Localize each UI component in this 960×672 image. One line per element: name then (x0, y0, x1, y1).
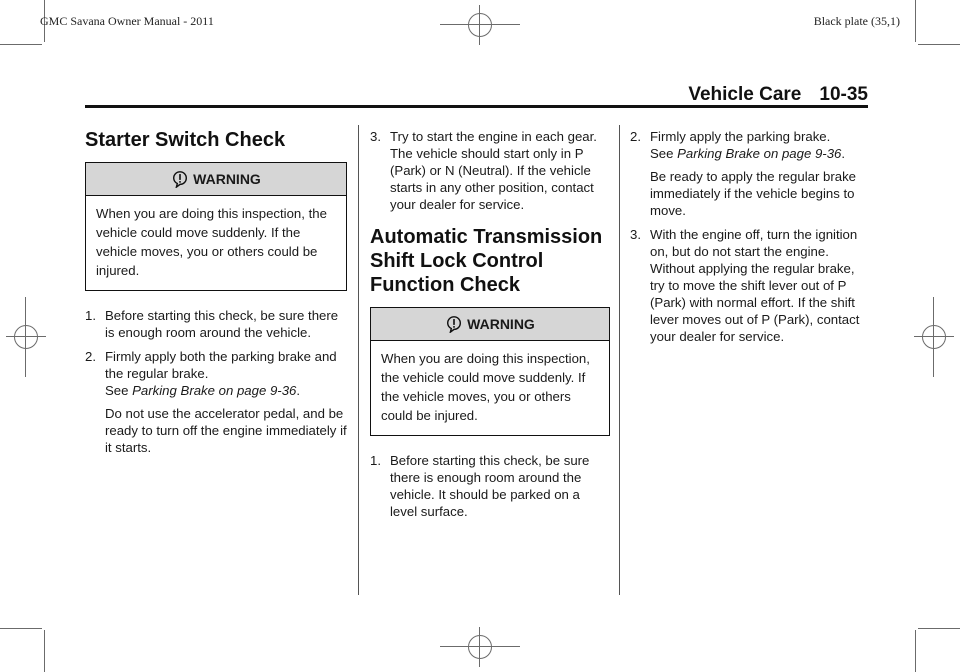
registration-crosshair-icon (460, 627, 500, 667)
step-extra-text: Be ready to apply the regular brake immediately if the vehicle begins to move. (650, 169, 856, 218)
warning-text: When you are doing this inspection, the vehicle could move suddenly. If the vehicle moves, you or others could be injured. (381, 351, 590, 423)
see-label: See (105, 383, 129, 398)
plate-label-left: GMC Savana Owner Manual - 2011 (40, 14, 214, 28)
section-heading: Starter Switch Check (85, 129, 286, 151)
trim-mark (44, 630, 45, 672)
section-title: Vehicle Care (688, 84, 802, 105)
step-extra-text: Do not use the accelerator pedal, and be ready to turn off the engine immediately if it starts. (105, 406, 347, 455)
section-heading: Automatic Transmission Shift Lock Control Function Check (370, 226, 603, 296)
step-text: Before starting this check, be sure there is enough room around the vehicle. (105, 308, 339, 340)
step-text: Firmly apply both the parking brake and the regular brake. (105, 349, 337, 381)
cross-reference-link[interactable]: Parking Brake on page 9-36 (677, 146, 842, 161)
trim-mark (25, 297, 26, 377)
column-2 (370, 128, 610, 527)
column-divider (358, 125, 359, 595)
warning-icon (171, 170, 189, 188)
warning-box (85, 162, 347, 291)
step-number: 1. (85, 308, 96, 323)
warning-label: WARNING (193, 171, 261, 187)
step-number: 3. (630, 227, 641, 242)
column-3 (630, 128, 870, 352)
step-number: 3. (370, 129, 381, 144)
column-divider (619, 125, 620, 595)
step-number: 1. (370, 453, 381, 468)
step-text: Try to start the engine in each gear. The vehicle should start only in P (Park) or N (Neutral). If the vehicle starts in any other position, contact your dealer for service. (390, 129, 597, 212)
trim-mark (0, 44, 42, 45)
header-rule (85, 105, 868, 108)
list-item (630, 128, 870, 219)
trim-mark (440, 646, 520, 647)
warning-header (371, 308, 609, 341)
warning-icon (445, 315, 463, 333)
cross-reference-link[interactable]: Parking Brake on page 9-36 (132, 383, 297, 398)
list-item (85, 348, 347, 456)
see-label: See (650, 146, 674, 161)
ref-punct: . (841, 146, 846, 161)
warning-label: WARNING (467, 316, 535, 332)
trim-mark (915, 630, 916, 672)
list-item (630, 226, 870, 345)
trim-mark (918, 628, 960, 629)
column-1 (85, 128, 347, 463)
plate-label-right: Black plate (35,1) (813, 14, 900, 28)
trim-mark (915, 0, 916, 42)
list-item (85, 307, 347, 341)
ref-punct: . (296, 383, 301, 398)
registration-crosshair-icon (6, 317, 46, 357)
step-number: 2. (85, 349, 96, 364)
list-item (370, 128, 610, 213)
trim-mark (933, 297, 934, 377)
warning-header (86, 163, 346, 196)
warning-text: When you are doing this inspection, the vehicle could move suddenly. If the vehicle moves, you or others could be injured. (96, 206, 327, 278)
step-text: Before starting this check, be sure there is enough room around the vehicle. It should be parked on a level surface. (390, 453, 590, 519)
registration-crosshair-icon (460, 5, 500, 45)
running-head (688, 84, 868, 106)
step-text: Firmly apply the parking brake. (650, 129, 831, 144)
trim-mark (440, 24, 520, 25)
warning-box (370, 307, 610, 436)
page-number: 10-35 (819, 84, 868, 105)
trim-mark (0, 628, 42, 629)
step-number: 2. (630, 129, 641, 144)
list-item (370, 452, 610, 520)
trim-mark (918, 44, 960, 45)
registration-crosshair-icon (914, 317, 954, 357)
step-text: With the engine off, turn the ignition on, but do not start the engine. Without applying the regular brake, try to move the shift lever out of P (Park) with normal effort. If the shift lever moves out of P (Park), contact your dealer for service. (650, 227, 860, 344)
